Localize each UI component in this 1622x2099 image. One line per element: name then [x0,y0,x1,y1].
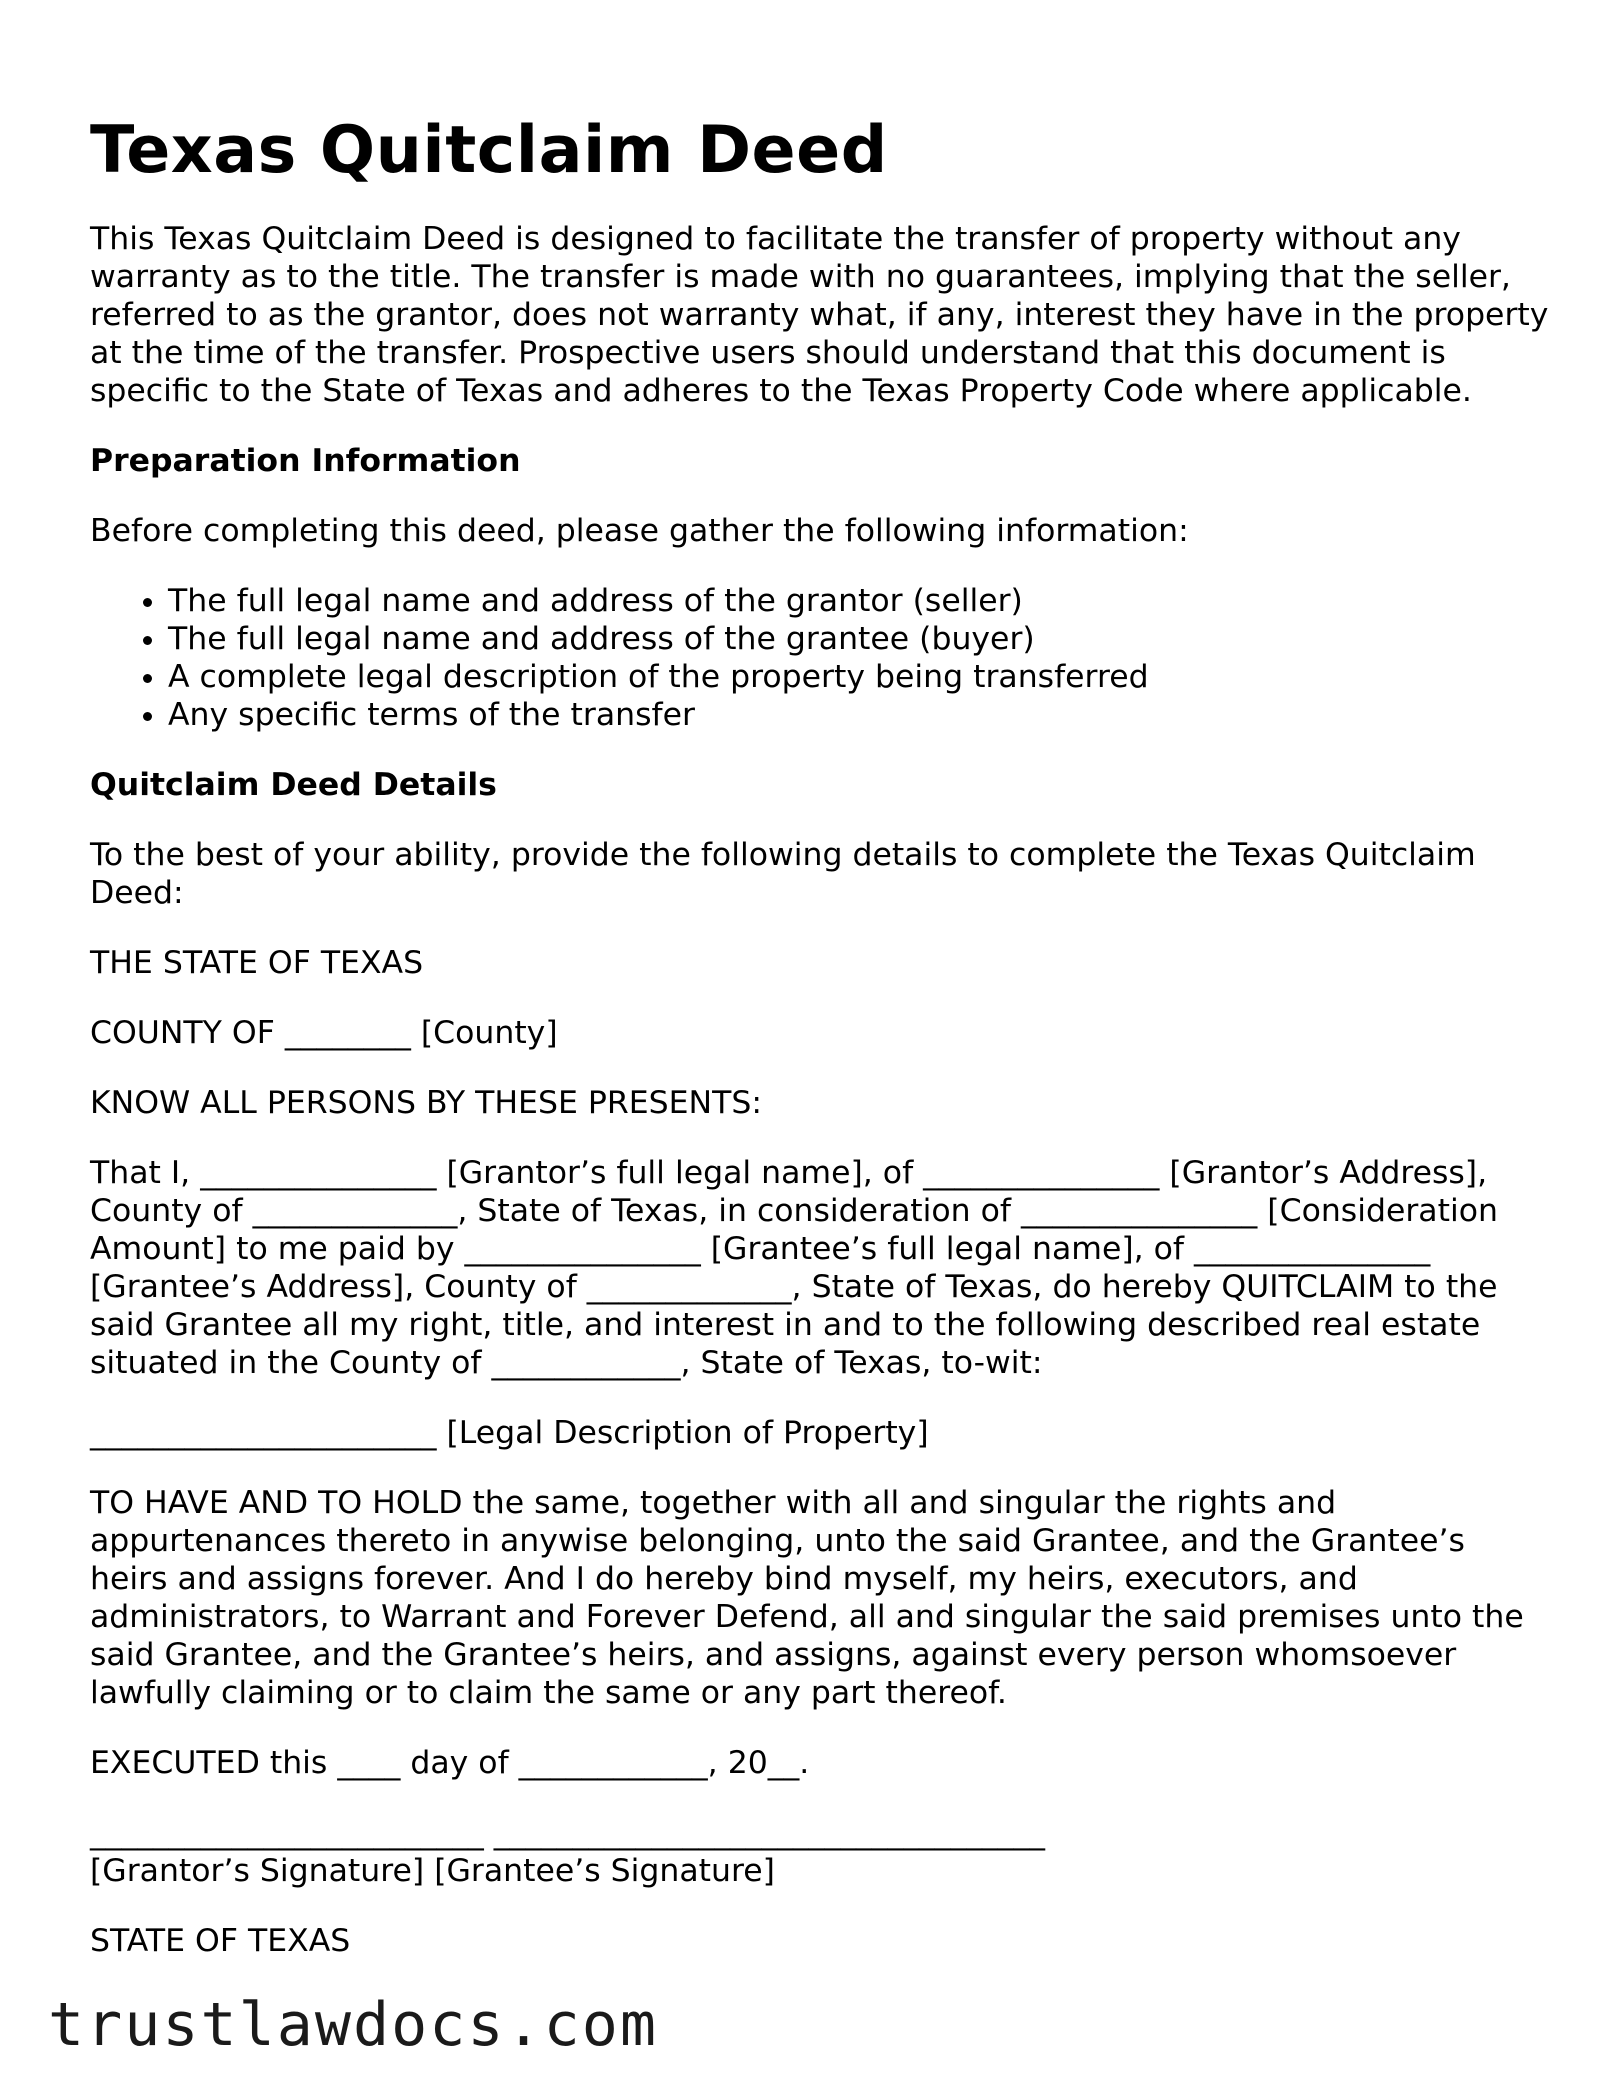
details-heading: Quitclaim Deed Details [90,767,497,803]
list-item: • The full legal name and address of the grantee (buyer) [168,620,1550,658]
list-item: • The full legal name and address of the grantor (seller) [168,582,1550,620]
document-title: Texas Quitclaim Deed [90,113,888,188]
notary-state-line: STATE OF TEXAS [90,1923,351,1959]
signature-labels: [Grantor’s Signature] [Grantee’s Signature] [90,1853,775,1889]
preparation-list [90,582,1550,734]
list-item: • Any specific terms of the transfer [168,696,1550,734]
signature-lines: _________________________ ___________________________________ [90,1815,1046,1851]
conveyance-paragraph: That I, _______________ [Grantor’s full legal name], of _______________ [Grantor’s Address], County of _____________, State of Texas, in consideration of _______________ [Consideration Amount] to me paid by _______________ [Grantee’s full legal name], of _______________ [Grantee’s Address], County of _____________, State of Texas, do hereby QUITCLAIM to the said Grantee all my right, title, and interest in and to the following described real estate situated in the County of ____________, State of Texas, to-wit: [90,1155,1498,1381]
legal-description-line: ______________________ [Legal Description of Property] [90,1415,929,1451]
details-lead: To the best of your ability, provide the following details to complete the Texas Quitclaim Deed: [90,837,1476,911]
intro-paragraph: This Texas Quitclaim Deed is designed to facilitate the transfer of property without any warranty as to the title. The transfer is made with no guarantees, implying that the seller, referred to as the grantor, does not warranty what, if any, interest they have in the property at the time of the transfer. Prospective users should understand that this document is specific to the State of Texas and adheres to the Texas Property Code where applicable. [90,221,1549,409]
executed-line: EXECUTED this ____ day of ____________, 20__. [90,1745,810,1781]
preparation-heading: Preparation Information [90,443,521,479]
habendum-paragraph: TO HAVE AND TO HOLD the same, together with all and singular the rights and appurtenances thereto in anywise belonging, unto the said Grantee, and the Grantee’s heirs and assigns forever. And I do hereby bind myself, my heirs, executors, and administrators, to Warrant and Forever Defend, all and singular the said premises unto the said Grantee, and the Grantee’s heirs, and assigns, against every person whomsoever lawfully claiming or to claim the same or any part thereof. [90,1485,1524,1711]
state-line: THE STATE OF TEXAS [90,945,424,981]
preparation-lead: Before completing this deed, please gather the following information: [90,513,1189,549]
document-page [90,112,1550,1992]
know-all-line: KNOW ALL PERSONS BY THESE PRESENTS: [90,1085,762,1121]
list-item: • A complete legal description of the property being transferred [168,658,1550,696]
site-watermark: trustlawdocs.com [48,1990,658,2060]
county-line: COUNTY OF ________ [County] [90,1015,558,1051]
